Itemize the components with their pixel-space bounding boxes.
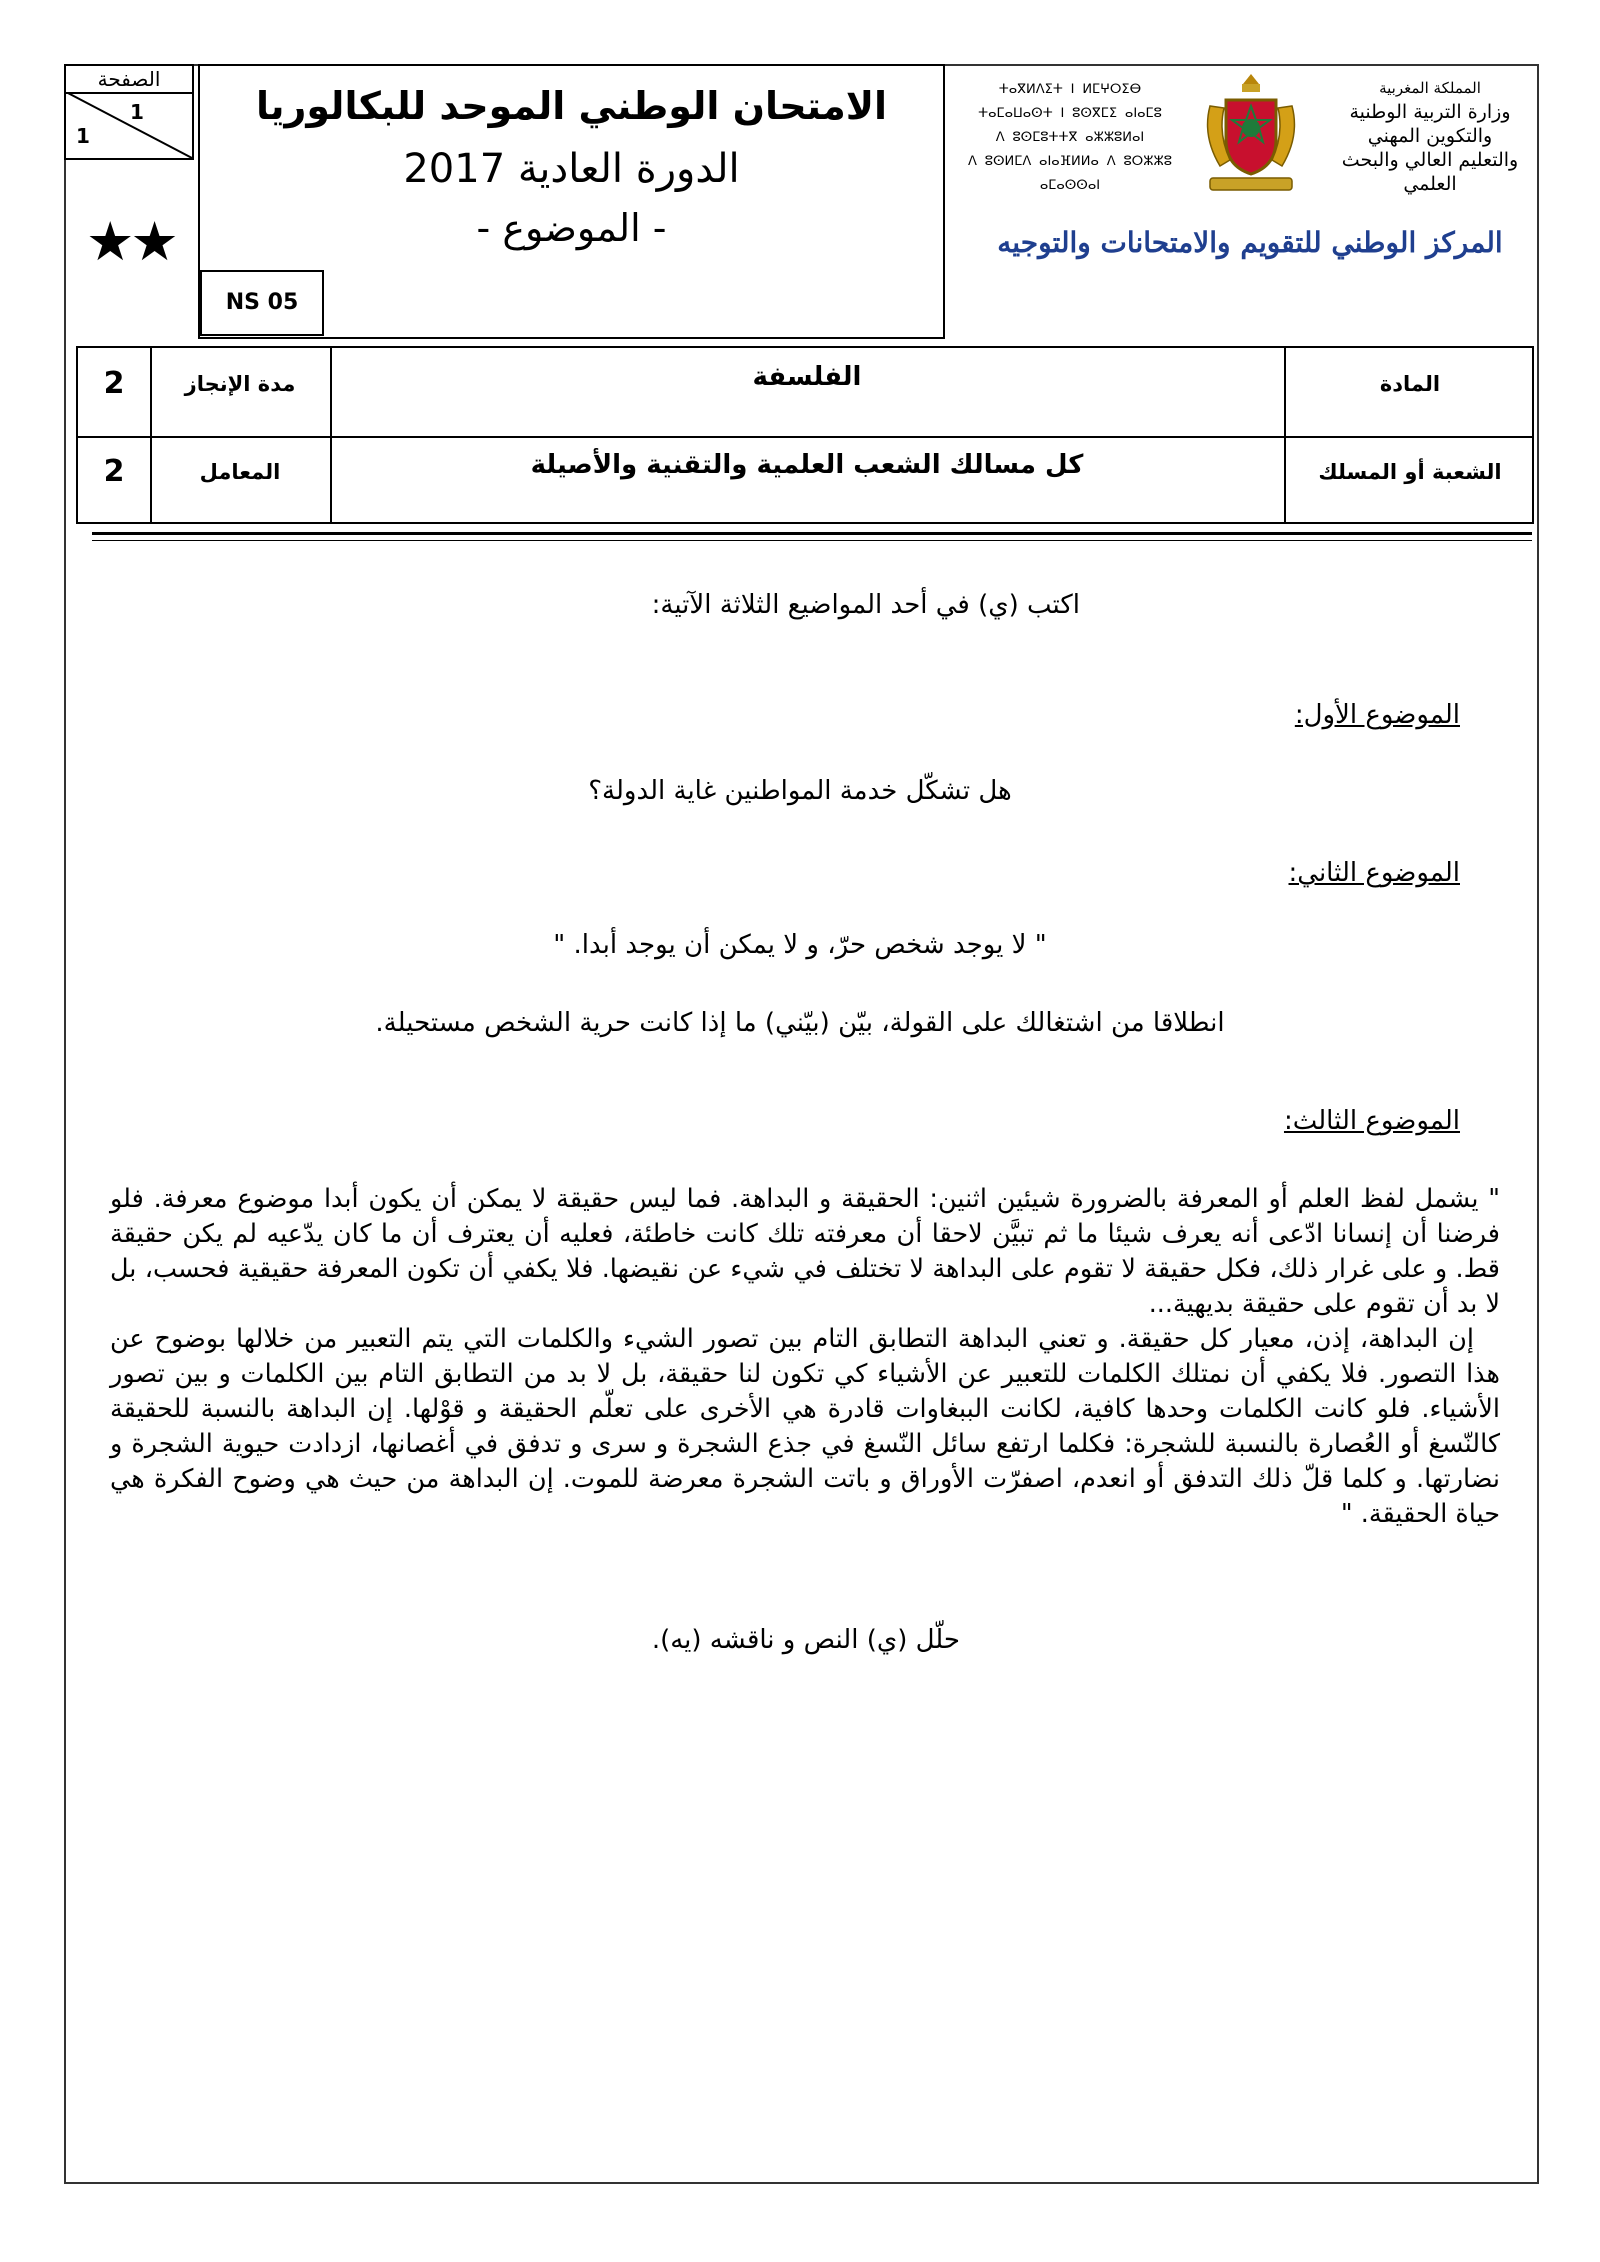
ministry-tifinagh [960,78,1180,198]
instruction: اكتب (ي) في أحد المواضيع الثلاثة الآتية: [651,590,1080,620]
coefficient-label: المعامل [199,460,281,484]
header-rule-thin [92,540,1532,541]
subject-info-table [76,346,1534,524]
tifinagh-line: ⵜⴰⴳⵍⴷⵉⵜ ⵏ ⵍⵎⵖⵔⵉⴱ [998,82,1142,97]
topic3-heading: الموضوع الثالث: [1283,1106,1460,1136]
subject-value: الفلسفة [752,362,862,392]
ministry-line: المملكة المغربية [1379,79,1481,97]
topic2-task: انطلاقا من اشتغالك على القولة، بيّن (بيّني) ما إذا كانت حرية الشخص مستحيلة. [375,1008,1225,1038]
topic2-heading: الموضوع الثاني: [1288,858,1460,888]
ministry-line: وزارة التربية الوطنية [1349,101,1511,123]
ministry-line: والتكوين المهني [1367,125,1493,147]
topic1-heading: الموضوع الأول: [1294,700,1460,730]
table-divider [78,436,1532,438]
subject-label: - الموضوع - [476,206,667,250]
tifinagh-line: ⴷ ⵓⵙⵍⵎⴷ ⴰⵏⴰⴼⵍⵍⴰ ⴷ ⵓⵔⵣⵣⵓ ⴰⵎⴰⵙⵙⴰⵏ [968,154,1172,193]
exam-title: الامتحان الوطني الموحد للبكالوريا [255,84,888,128]
assessment-center-name: المركز الوطني للتقويم والامتحانات والتوجيه [997,226,1503,259]
text-paragraph: " يشمل لفظ العلم أو المعرفة بالضرورة شيئين اثنين: الحقيقة و البداهة. فما ليس حقيقة لا يمكن أن يكون أبدا موضوع معرفة. فلو فرضنا أن إنسانا ادّعى أنه يعرف شيئا ما ثم تبيَّن لاحقا أن معرفته تلك كانت خاطئة، فعليه أن يعترف أن ما كان يدّعيه لم يكن حقيقة قط. و على غرار ذلك، فكل حقيقة لا تقوم على البداهة لا تختلف في شيء عن نقيضها. فلا يكفي أن تكون المعرفة حقيقية فحسب، بل لا بد أن تقوم على حقيقة بديهية... [110,1184,1500,1319]
duration-value: 2 [103,366,125,401]
topic1-question: هل تشكّل خدمة المواطنين غاية الدولة؟ [588,776,1012,806]
track-label: الشعبة أو المسلك [1318,460,1502,484]
track-value: كل مسالك الشعب العلمية والتقنية والأصيلة [530,450,1084,480]
topic3-text [110,1182,1500,1532]
coat-of-arms-icon [1196,66,1306,196]
topic2-quote: " لا يوجد شخص حرّ، و لا يمكن أن يوجد أبدا. " [553,930,1047,960]
page-current: 1 [130,100,144,124]
topic3-task: حلّل (ي) النص و ناقشه (يه). [651,1625,960,1655]
ministry-name [1320,76,1540,196]
text-paragraph: إن البداهة، إذن، معيار كل حقيقة. و تعني البداهة التطابق التام بين تصور الشيء والكلمات التي يتم التعبير من خلالها بوضوح عن هذا التصور. فلا يكفي أن نمتلك الكلمات للتعبير عن الأشياء كي تكون لنا حقيقة، بل لا بد من التطابق التام بين الكلمات و بين تصور الأشياء. فلو كانت الكلمات وحدها كافية، لكانت الببغاوات قادرة هي الأخرى على تعلّم الحقيقة و قوْلها. إن البداهة بالنسبة للحقيقة كالنّسغ أو العُصارة بالنسبة للشجرة: فكلما ارتفع سائل النّسغ في جذع الشجرة و سرى و تدفق في أغصانها، ازدادت حيوية الشجرة و نضارتها. و كلما قلّ ذلك التدفق أو انعدم، اصفرّت الأوراق و باتت الشجرة معرضة للموت. إن البداهة من حيث هي وضوح الفكرة هي حياة الحقيقة. " [110,1324,1500,1529]
subject-field-label: المادة [1379,372,1441,396]
page-label: الصفحة [66,66,192,94]
coefficient-value: 2 [103,454,125,489]
tifinagh-line: ⵜⴰⵎⴰⵡⴰⵙⵜ ⵏ ⵓⵙⴳⵎⵉ ⴰⵏⴰⵎⵓ [978,106,1162,121]
page-total: 1 [76,124,90,148]
difficulty-stars: ★★ [86,210,175,273]
page-number-box [64,64,194,160]
exam-code: NS 05 [200,270,324,336]
duration-label: مدة الإنجاز [184,372,296,396]
header-rule [92,532,1532,535]
exam-session: الدورة العادية 2017 [403,146,740,192]
ministry-line: والتعليم العالي والبحث العلمي [1341,149,1519,195]
tifinagh-line: ⴷ ⵓⵙⵎⵓⵜⵜⴳ ⴰⵣⵣⵓⵍⴰⵏ [995,130,1145,145]
